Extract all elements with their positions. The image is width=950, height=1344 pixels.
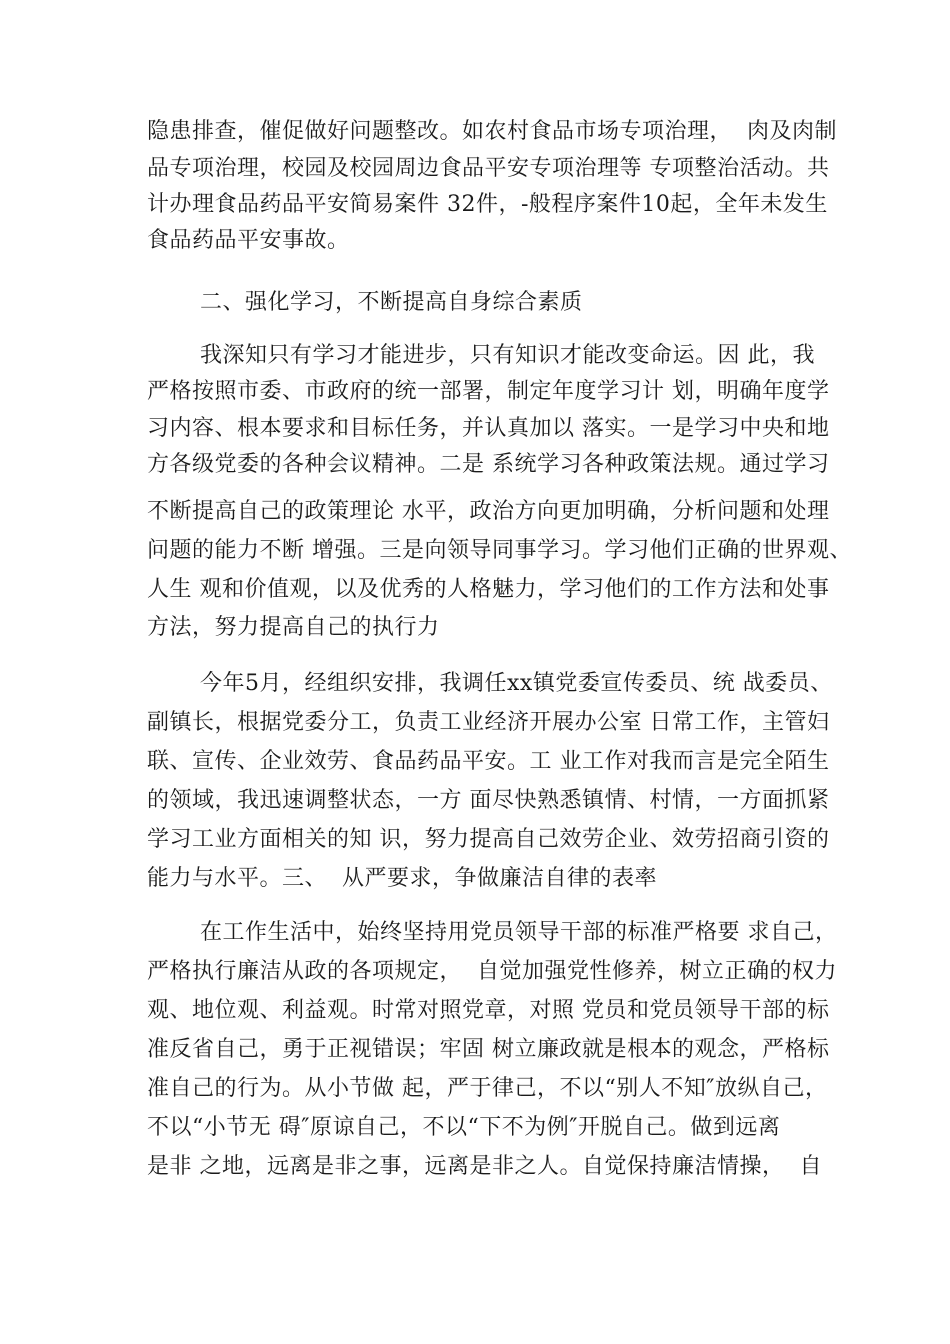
text-line: 问题的能力不断 增强。三是向领导同事学习。学习他们正确的世界观、 bbox=[147, 538, 852, 563]
text-line: 不以“小节无 碍″原谅自己，不以“下不为例″开脱自己。做到远离 bbox=[147, 1115, 781, 1140]
text-line: 严格按照市委、市政府的统一部署，制定年度学习计 划，明确年度学 bbox=[147, 379, 830, 404]
text-line: 不断提高自己的政策理论 水平，政治方向更加明确，分析问题和处理 bbox=[147, 499, 830, 524]
text-line: 准反省自己，勇于正视错误；牢固 树立廉政就是根本的观念，严格标 bbox=[147, 1037, 830, 1062]
text-line: 计办理食品药品平安简易案件 32件，-般程序案件10起，全年未发生 bbox=[147, 192, 828, 217]
text-line: 严格执行廉洁从政的各项规定， 自觉加强党性修养，树立正确的权力 bbox=[147, 959, 837, 984]
text-line: 的领域，我迅速调整状态，一方 面尽快熟悉镇情、村情，一方面抓紧 bbox=[147, 788, 830, 813]
text-line: 准自己的行为。从小节做 起，严于律己，不以“别人不知″放纵自己， bbox=[147, 1076, 828, 1101]
text-line: 今年5月，经组织安排，我调任xx镇党委宣传委员、统 战委员、 bbox=[200, 671, 833, 696]
text-line: 是非 之地，远离是非之事，远离是非之人。自觉保持廉洁情操， 自 bbox=[147, 1154, 822, 1179]
text-line: 观、地位观、利益观。时常对照党章，对照 党员和党员领导干部的标 bbox=[147, 998, 830, 1023]
text-line: 方各级党委的各种会议精神。二是 系统学习各种政策法规。通过学习 bbox=[147, 452, 830, 477]
text-line: 副镇长，根据党委分工，负责工业经济开展办公室 日常工作，主管妇 bbox=[147, 710, 830, 735]
text-line: 能力与水平。三、 从严要求，争做廉洁自律的表率 bbox=[147, 866, 657, 891]
text-line: 我深知只有学习才能进步，只有知识才能改变命运。因 此，我 bbox=[200, 343, 815, 368]
text-line: 学习工业方面相关的知 识，努力提高自己效劳企业、效劳招商引资的 bbox=[147, 827, 830, 852]
text-line: 品专项治理，校园及校园周边食品平安专项治理等 专项整治活动。共 bbox=[147, 156, 830, 181]
text-line: 隐患排查，催促做好问题整改。如农村食品市场专项治理， 肉及肉制 bbox=[147, 119, 837, 144]
text-line: 人生 观和价值观，以及优秀的人格魅力，学习他们的工作方法和处事 bbox=[147, 577, 830, 602]
text-line: 在工作生活中，始终坚持用党员领导干部的标准严格要 求自己， bbox=[200, 920, 838, 945]
text-line: 联、宣传、企业效劳、食品药品平安。工 业工作对我而言是完全陌生 bbox=[147, 749, 830, 774]
text-line: 方法，努力提高自己的执行力 bbox=[147, 615, 440, 640]
section-heading: 二、强化学习，不断提高自身综合素质 bbox=[200, 290, 583, 315]
text-line: 习内容、根本要求和目标任务，并认真加以 落实。一是学习中央和地 bbox=[147, 416, 830, 441]
text-line: 食品药品平安事故。 bbox=[147, 228, 350, 253]
